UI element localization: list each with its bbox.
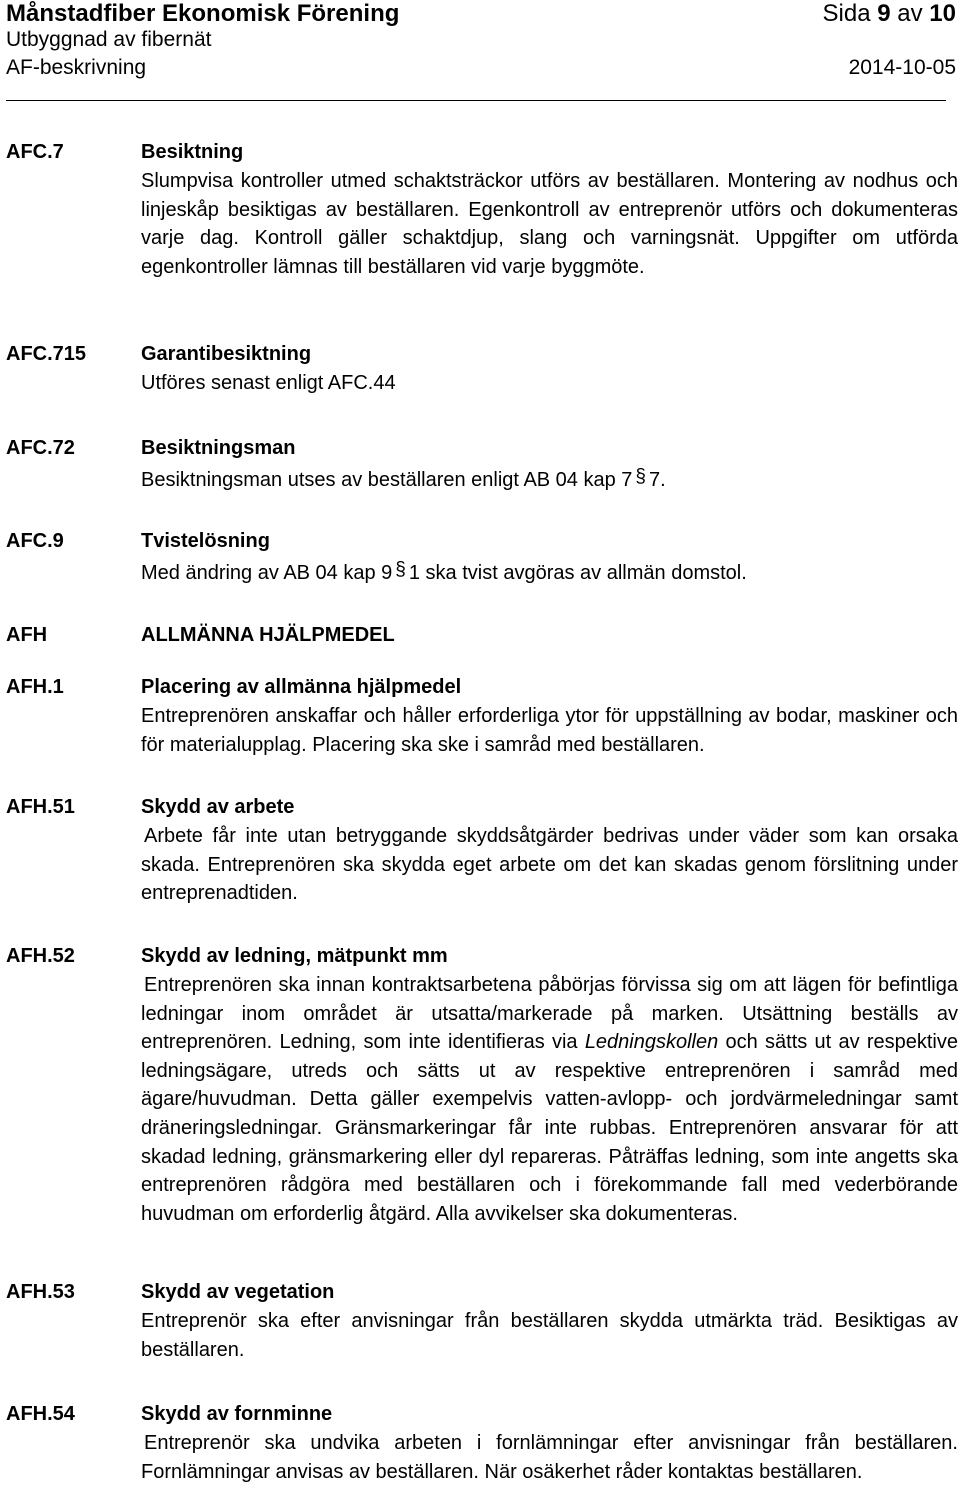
section-text: Entreprenör ska efter anvisningar från beställaren skydda utmärkta träd. Besiktigas av beställaren. xyxy=(141,1310,958,1361)
text-part: Med ändring av AB 04 kap 9 xyxy=(141,562,393,584)
section-heading: Skydd av vegetation xyxy=(141,1281,335,1303)
page-word: Sida xyxy=(822,0,871,27)
page-header xyxy=(6,0,956,108)
header-divider xyxy=(6,100,946,101)
section-heading: Tvistelösning xyxy=(141,530,270,552)
page-total: 10 xyxy=(929,0,956,27)
section-text: Arbete får inte utan betryggande skyddsåtgärder bedrivas under väder som kan orsaka skada. Entreprenören ska skydda eget arbete om det kan skadas genom förslitning under entreprenadtiden. xyxy=(141,825,958,905)
section-sign: § xyxy=(395,559,406,580)
text-part: och sätts ut av respektive ledningsägare, utreds och sätts ut av respektive entreprenören i samråd med ägare/huvudman. Detta gäller exempelvis vatten-avlopp- och jordvärmeledningar samt dräneringsledningar. Gränsmarkeringar får inte rubbas. Entreprenören ansvarar för att skadad ledning, gränsmarkering eller dyl repareras. Påträffas ledning, som inte angetts ska entreprenören rådgöra med beställaren och i förekommande fall med vederbörande huvudman om erforderlig åtgärd. Alla avvikelser ska dokumenteras. xyxy=(141,1031,958,1225)
section-text: Entreprenör ska undvika arbeten i fornlämningar efter anvisningar från beställaren. Fornlämningar anvisas av beställaren. När osäkerhet råder kontaktas beställaren. xyxy=(141,1432,958,1483)
section-heading: Garantibesiktning xyxy=(141,343,312,365)
section-code: AFH.53 xyxy=(6,1281,75,1303)
section-code: AFC.72 xyxy=(6,437,75,459)
section-code: AFH xyxy=(6,624,48,646)
page-number xyxy=(823,0,956,28)
section-heading: Besiktningsman xyxy=(141,437,296,459)
section-code: AFH.1 xyxy=(6,676,64,698)
section-code: AFC.7 xyxy=(6,141,64,163)
section-heading: Skydd av ledning, mätpunkt mm xyxy=(141,945,448,967)
document-date: 2014-10-05 xyxy=(848,56,956,79)
section-code: AFH.52 xyxy=(6,945,75,967)
section-heading: Skydd av fornminne xyxy=(141,1403,333,1425)
section-code: AFC.715 xyxy=(6,343,87,365)
section-heading: ALLMÄNNA HJÄLPMEDEL xyxy=(141,624,395,646)
section-text xyxy=(141,971,958,1228)
section-code: AFC.9 xyxy=(6,530,64,552)
section-text xyxy=(141,556,958,588)
section-sign: § xyxy=(635,466,646,487)
organization-name: Månstadfiber Ekonomisk Förening xyxy=(6,0,400,27)
section-text xyxy=(141,463,958,495)
text-part: Besiktningsman utses av beställaren enligt AB 04 kap 7 xyxy=(141,469,633,491)
section-code: AFH.51 xyxy=(6,796,75,818)
section-heading: Besiktning xyxy=(141,141,244,163)
section-text: Utföres senast enligt AFC.44 xyxy=(141,372,396,394)
section-code: AFH.54 xyxy=(6,1403,75,1425)
section-text: Slumpvisa kontroller utmed schaktsträckor utförs av beställaren. Montering av nodhus och linjeskåp besiktigas av beställaren. Egenkontroll av entreprenör utförs och dokumenteras varje dag. Kontroll gäller schaktdjup, slang och varningsnät. Uppgifter om utförda egenkontroller lämnas till beställaren vid varje byggmöte. xyxy=(141,170,958,278)
section-text: Entreprenören anskaffar och håller erforderliga ytor för uppställning av bodar, maskiner och för materialupplag. Placering ska ske i samråd med beställaren. xyxy=(141,705,958,756)
page-of: av xyxy=(897,0,923,27)
section-heading: Skydd av arbete xyxy=(141,796,295,818)
document-title: AF-beskrivning xyxy=(6,56,147,79)
page-current: 9 xyxy=(877,0,891,27)
text-part: 1 ska tvist avgöras av allmän domstol. xyxy=(408,562,747,584)
section-heading: Placering av allmänna hjälpmedel xyxy=(141,676,462,698)
project-title: Utbyggnad av fibernät xyxy=(6,28,212,51)
text-italic: Ledningskollen xyxy=(584,1031,719,1054)
text-part: Entreprenören ska innan kontraktsarbetena påbörjas förvissa sig om att lägen för befintliga ledningar inom området är utsatta/markerade på marken. Utsättning beställs av entreprenören. Ledning, som inte identifieras via xyxy=(141,974,958,1054)
text-part: 7. xyxy=(648,469,666,491)
